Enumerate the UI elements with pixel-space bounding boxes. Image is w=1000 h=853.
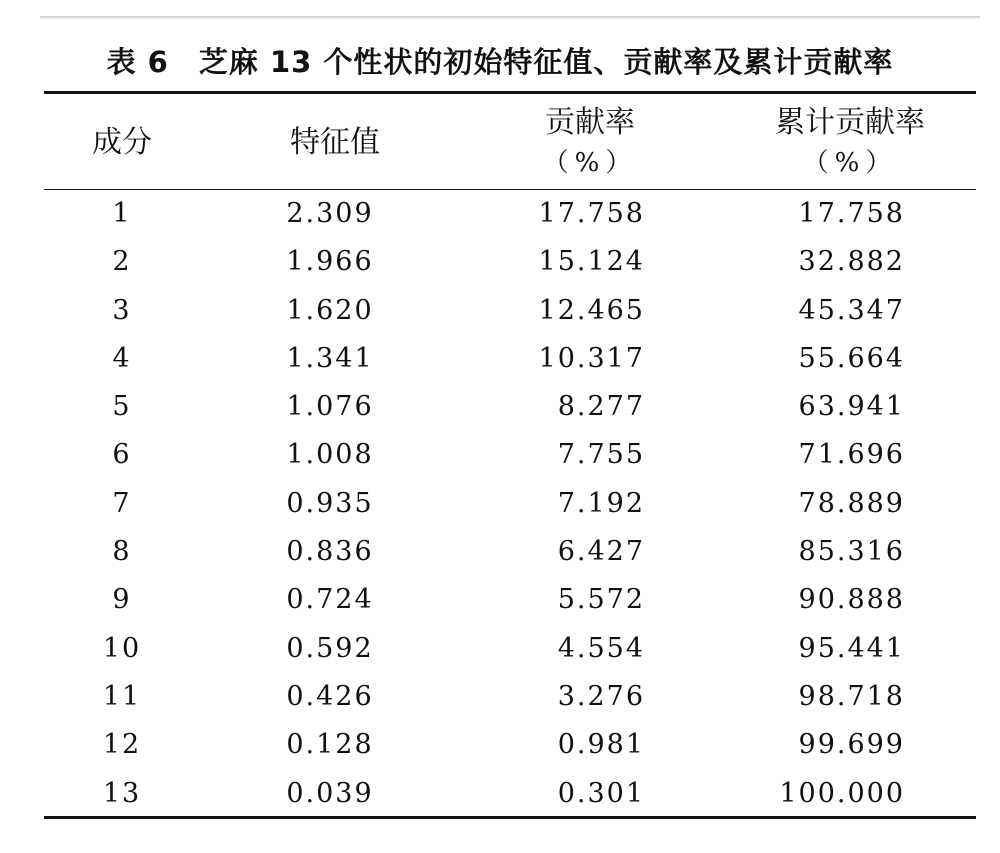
page-edge-shadow xyxy=(40,16,980,19)
cell-contribution: 7.755 xyxy=(557,439,645,471)
cell-component: 12 xyxy=(102,729,142,761)
cell-component: 13 xyxy=(102,777,142,809)
cell-contribution: 5.572 xyxy=(557,584,645,616)
cell-cumulative: 45.347 xyxy=(798,294,905,326)
cell-component: 4 xyxy=(112,342,132,374)
cell-contribution: 3.276 xyxy=(557,680,645,712)
cell-contribution: 6.427 xyxy=(557,536,645,568)
cell-cumulative: 63.941 xyxy=(798,391,905,423)
table-row xyxy=(0,287,1000,335)
cell-cumulative: 78.889 xyxy=(798,487,905,519)
cell-eigenvalue: 2.309 xyxy=(286,198,374,229)
cell-contribution: 15.124 xyxy=(538,246,645,278)
cell-contribution: 0.301 xyxy=(557,777,645,809)
table-row xyxy=(0,770,1000,818)
cell-cumulative: 55.664 xyxy=(798,342,905,374)
cell-contribution: 12.465 xyxy=(538,294,645,326)
cell-eigenvalue: 0.935 xyxy=(286,487,374,519)
table-number: 表 6 xyxy=(106,45,169,79)
top-rule xyxy=(44,91,976,94)
header-eigenvalue-label: 特征值 xyxy=(290,125,380,160)
cell-eigenvalue: 1.341 xyxy=(286,342,374,374)
header-eigenvalue xyxy=(255,100,415,186)
cell-component: 5 xyxy=(112,391,132,423)
table-row xyxy=(0,673,1000,721)
cell-contribution: 10.317 xyxy=(538,342,645,374)
table-row xyxy=(0,238,1000,286)
cell-eigenvalue: 0.039 xyxy=(286,777,374,809)
table-row xyxy=(0,190,1000,238)
cell-contribution: 17.758 xyxy=(538,198,645,229)
cell-eigenvalue: 0.592 xyxy=(286,632,374,664)
cell-eigenvalue: 1.008 xyxy=(286,439,374,471)
header-contribution xyxy=(510,100,670,186)
cell-eigenvalue: 0.724 xyxy=(286,584,374,616)
cell-eigenvalue: 1.620 xyxy=(286,294,374,326)
header-cumulative xyxy=(740,100,960,186)
cell-component: 1 xyxy=(112,198,132,229)
cell-contribution: 0.981 xyxy=(557,729,645,761)
cell-cumulative: 98.718 xyxy=(798,680,905,712)
header-contribution-unit: （%） xyxy=(542,148,638,178)
table-row xyxy=(0,721,1000,769)
cell-cumulative: 100.000 xyxy=(779,777,905,809)
table-row xyxy=(0,431,1000,479)
cell-component: 3 xyxy=(112,294,132,326)
cell-component: 11 xyxy=(102,680,142,712)
cell-cumulative: 17.758 xyxy=(798,198,905,229)
cell-component: 7 xyxy=(112,487,132,519)
header-component-label: 成分 xyxy=(92,125,152,160)
cell-eigenvalue: 0.426 xyxy=(286,680,374,712)
bottom-rule xyxy=(44,816,976,819)
header-cumulative-unit: （%） xyxy=(802,148,898,178)
cell-component: 10 xyxy=(102,632,142,664)
table-caption xyxy=(0,40,1000,81)
table-row xyxy=(0,335,1000,383)
cell-eigenvalue: 0.836 xyxy=(286,536,374,568)
table-row xyxy=(0,625,1000,673)
cell-component: 9 xyxy=(112,584,132,616)
cell-eigenvalue: 1.076 xyxy=(286,391,374,423)
table-row xyxy=(0,383,1000,431)
table-body xyxy=(0,190,1000,818)
cell-cumulative: 95.441 xyxy=(798,632,905,664)
cell-cumulative: 99.699 xyxy=(798,729,905,761)
table-row xyxy=(0,576,1000,624)
cell-eigenvalue: 0.128 xyxy=(286,729,374,761)
cell-cumulative: 85.316 xyxy=(798,536,905,568)
table-row xyxy=(0,528,1000,576)
header-cumulative-label: 累计贡献率 xyxy=(775,105,925,140)
cell-cumulative: 71.696 xyxy=(798,439,905,471)
cell-contribution: 8.277 xyxy=(557,391,645,423)
cell-cumulative: 90.888 xyxy=(798,584,905,616)
header-component xyxy=(72,100,172,186)
cell-component: 8 xyxy=(112,536,132,568)
cell-eigenvalue: 1.966 xyxy=(286,246,374,278)
table-title: 芝麻 13 个性状的初始特征值、贡献率及累计贡献率 xyxy=(198,45,894,79)
cell-component: 2 xyxy=(112,246,132,278)
cell-component: 6 xyxy=(112,439,132,471)
cell-contribution: 7.192 xyxy=(557,487,645,519)
header-contribution-label: 贡献率 xyxy=(545,105,635,140)
cell-cumulative: 32.882 xyxy=(798,246,905,278)
cell-contribution: 4.554 xyxy=(557,632,645,664)
table-row xyxy=(0,480,1000,528)
